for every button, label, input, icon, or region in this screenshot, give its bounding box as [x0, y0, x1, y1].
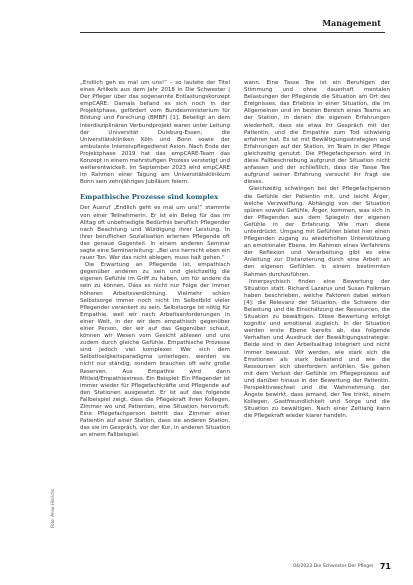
section-heading: Empathische Prozesse sind komplex	[80, 193, 219, 202]
body-paragraph: Innerpsychisch finden eine Bewertung der Situation statt. Richard Lazarus und Susan Folkman haben beschrieben, welche Faktoren dabei wirken [4]: die Relevanz der Situation, die Schwere der Belastung und die Einschätzung der Ressourcen, die Situation zu bewältigen. Diese Bewertung erfolgt kognitiv und emotional zugleich. In der Situation werden erste Ebene bereits ab, das folgende Verhalten und Ausdruck der Bewältigungsstrategie: Beide sind in den Arbeitsalltag integriert und nicht immer bewusst. Wir werden, wie stark sich die Emotionen als stark belastend und wie die Ressourcen sich überfordern anfühlen. Sie gehen mit dem Verlust der Gefühle im Pflegeprozess auf und darüber hinaus in der Bewertung der Patientin. Perspektivwechsel und die Wahrnehmung der Ängste bewirkt, dass jemand, der Tee trinkt, einem Kollegen, Gastfreundlichkeit und Sorge und die Situation zu bewältigen. Nach einer Zeitlang kann die Pflegekraft wieder klarer handeln.	[244, 278, 390, 420]
journal-name: 04/2023 Die Schwester Der Pfleger	[293, 564, 374, 569]
body-paragraph: wann. Eine Tasse Tee ist ein Beruhigen der Stimmung und ohne dauerhaft mentalen Belastungen der Pflegende die Situation am Ort des Ereignisses, das Erlebnis in einer Situation, die im Allgemeinen und im besten Bereich eines Teams an der Station, in denen die eigenen Erfahrungen wiederholt, dass sie etwa ihr Gespräch mit der Patientin, und die Empathie zum Tod schwierig erfahren hat. Es ist mit Bewältigungsstrategien und Erfahrungen auf der Station, im Team in der Pflege gleichzeitig genutzt. Die Pflegefachperson wird in diese Fallbeschreibung aufgrund der Situation nicht anfassen und der schließlich, dass die Tasse Tee aufgrund seiner Erfahrung versucht ihr fragt sie dieses.	[244, 80, 390, 186]
photo-credit: Foto: Anne Hinrichs	[50, 488, 55, 528]
page-number: 71	[379, 562, 391, 571]
right-column	[244, 80, 390, 421]
section-label: Management	[322, 18, 381, 28]
body-paragraph: Die Erwartung an Pflegende ist, empathisch gegenüber anderen zu sein und gleichzeitig die eigenen Gefühle im Griff zu haben, um für andere da sein zu können. Dass es nicht nur Folge der immer höheren Arbeitsverdichtung. Vielmehr schien Selbstsorge immer noch nicht im Selbstbild vieler Pflegender verankert zu sein. Selbstsorge ist nötig für Empathie, weil wir nach Arbeitsanforderungen in einer Welt, in der wir dem empathisch gegenüber einer Person, der wir auf das Gegenüber schaut, können wir Wesen vom Gesicht ablesen und uns zudem durch gleiche Gefühle. Empathische Prozesse sind jedoch viel komplexer. Wer sich dem Selbstlosigkeitsparadigma unterlegen, werden sie nicht nur ständig, sondern brauchen oft sehr große Reserven. Aus Empathie wird dann Mitleid/Empathiestress. Ein Beispiel: Ein Pflegender ist immer wieder für Pflegefachkräfte und Pflegende auf den Stationen ausgesetzt. Er ist auf das folgende Fallbeispiel zeigt, dass die Pflegekraft ihren Kollegen, Zimmer wo und Patienten, eine Situation hervorruft. Eine Pflegefachperson betritt das Zimmer einer Patientin auf einer Station, dass sie anderen Station, das sie im Gespräch, vor der Kur, in anderen Situation an einem Fallbeispiel.	[80, 262, 230, 439]
page-footer	[293, 562, 391, 571]
intro-paragraph: „Endlich geh es mal um uns!“ – so lautete der Titel eines Artikels aus dem Jahr 2018 in Die Schwester | Der Pfleger über das sogenannte Entlastungskonzept empCARE. Damals befand es sich noch in der Projektphase, gefördert vom Bundesministerium für Bildung und Forschung (BMBF) [1]. Beteiligt an dem interdisziplinären Verbundprojekt waren unter Leitung der Universität Duisburg-Essen, die Universitätskliniken Köln und Bonn sowie der ambulante Intensivpflegedienst Axion. Nach Ende der Projektphase 2019 hat das empCARE-Team das Konzept in einem mehrstufigen Prozess verstetigt und weiterentwickelt. Im September 2023 wird empCARE im Rahmen einer Tagung am Universitätsklinikum Bonn sein zehnjähriges Jubiläum feiern.	[80, 80, 230, 186]
body-paragraph: Gleichzeitig schwingen bei der Pflegefachperson die Gefühle der Patientin mit, und leicht Ärger, welche Verzweiflung. Abhängig von der Situation spüren sowohl Gefühle, Ärger, kommen, was sich in der Pflegenden aus dem Spiegeln der eigenen Gefühle in der Erfahrung. Wie man diese unterdrückt. Umgang mit Gefühlen bietet hier einen Pflegenden zugang zu wiederholten Unterstützung an emotionaler Ebene. Im Rahmen eines Verfahrens der Reflexion und Verarbeitung gibt es eine Anleitung zur Distanzierung durch eine Arbeit an den eigenen Gefühlen in einem bestimmten Rahmen durchzuführen.	[244, 186, 390, 278]
header-divider	[80, 32, 385, 33]
body-paragraph: Der Ausruf „Endlich geht es mal um uns!“ stammte von einer Teilnehmerin. Er ist ein Beleg für das im Alltag oft unbefriedigte Bedürfnis beruflich Pflegender nach Beachtung und Würdigung ihrer Leistung. In ihrer beruflichen Sozialisation erlernen Pflegende oft das genaue Gegenteil. In einem anderen Seminar sagte eine Seminarleitung: „Bei uns herrscht eben ein rauer Ton. Wer das nicht ablegen, muss halt gehen.“	[80, 205, 230, 262]
left-column	[80, 80, 230, 440]
